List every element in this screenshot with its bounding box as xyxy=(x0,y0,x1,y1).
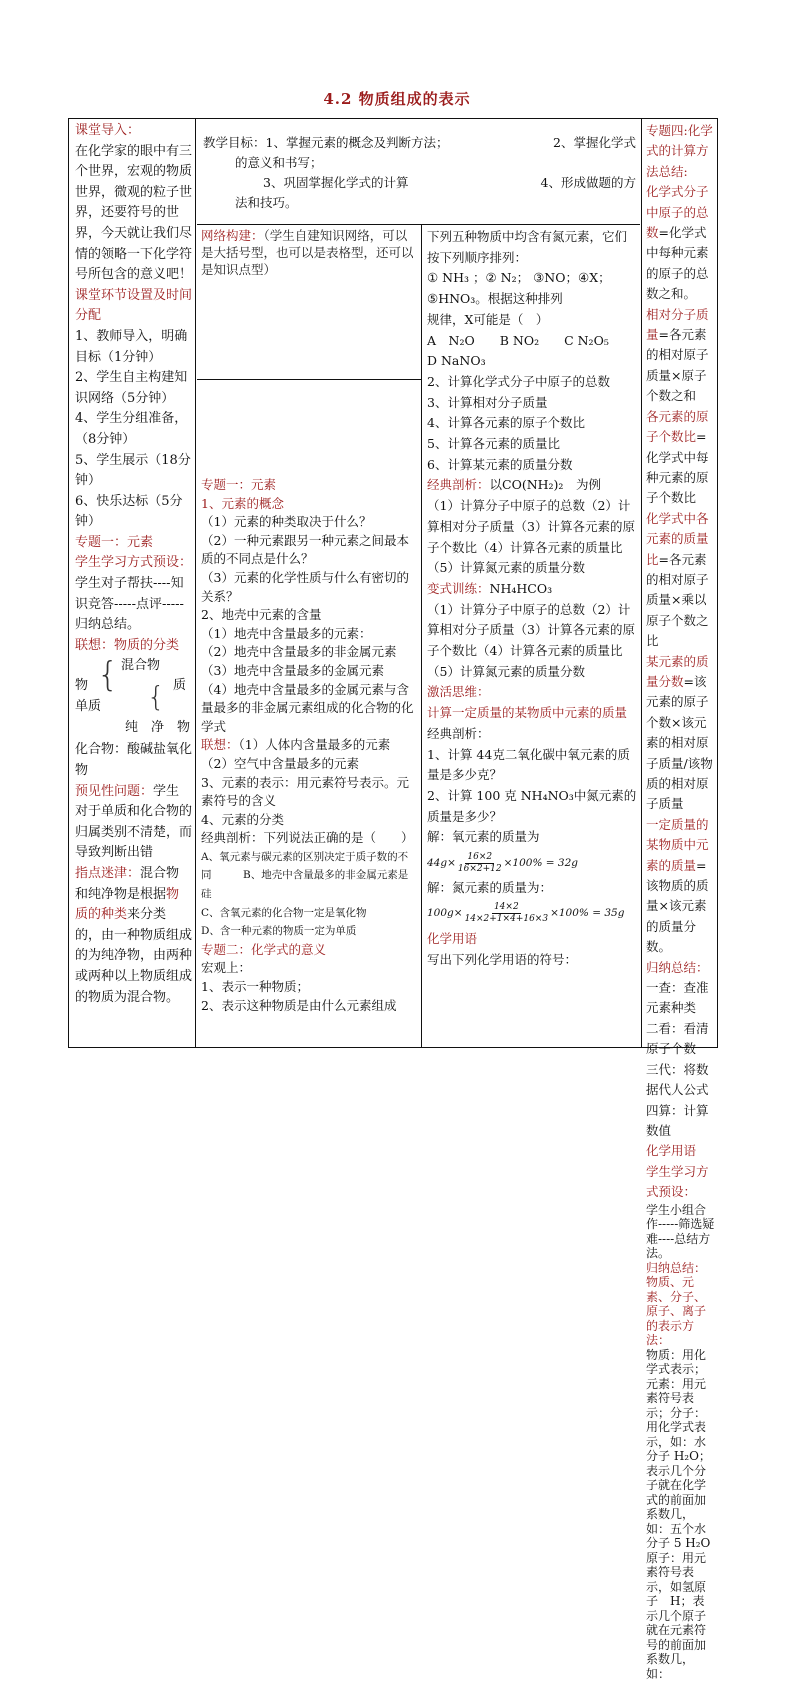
summary-line xyxy=(646,1162,715,1203)
summary-content xyxy=(646,121,715,1203)
calc-line xyxy=(427,724,637,745)
calc-line-text: 规律，X可能是（ ） xyxy=(427,311,549,327)
summary-line-text: 学生学习方式预设： xyxy=(646,1163,709,1200)
calc-line xyxy=(427,496,637,579)
summary-line-rest: =化学式中每种元素的原子个数比 xyxy=(646,429,709,506)
element-line xyxy=(201,532,418,569)
calc-line-text: 变式训练： xyxy=(427,580,490,596)
formula2-fraction xyxy=(465,902,549,925)
element-line-text: （3）元素的化学性质与什么有密切的关系？ xyxy=(201,569,409,604)
formula1-fraction xyxy=(458,852,502,875)
summary-line xyxy=(646,1101,715,1142)
summary-line-rest: =各元素的相对原子质量×乘以原子个数之比 xyxy=(646,551,709,649)
objective-1: 教学目标：1、掌握元素的概念及判断方法； xyxy=(203,135,449,150)
summary-line-rest: =该元素的原子个数×该元素的相对原子质量/该物质的相对原子质量 xyxy=(646,673,713,812)
element-line-text: （1）元素的种类取决于什么？ xyxy=(201,514,372,530)
calc-line-rest: 以CO(NH₂)₂ 为例 xyxy=(489,477,601,493)
calc-line xyxy=(427,579,637,600)
summary-line-b xyxy=(646,1275,715,1348)
objective-4-cont: 法和技巧。 xyxy=(235,195,298,210)
element-line xyxy=(201,476,418,495)
intro-line xyxy=(75,409,192,450)
element-line-text: 专题二：化学式的意义 xyxy=(201,941,327,957)
chem-line xyxy=(427,950,637,971)
calc-line-text: 6、计算某元素的质量分数 xyxy=(427,456,573,472)
element-line-text: C、含氧元素的化合物一定是氧化物 xyxy=(201,906,367,919)
calc-line xyxy=(427,434,637,455)
element-line xyxy=(201,941,418,960)
formula2-den: 14×2+1×4+16×3 xyxy=(464,914,549,925)
element-line xyxy=(201,625,418,644)
calc-line-text: 5、计算各元素的质量比 xyxy=(427,436,560,452)
calc-line-text: （1）计算分子中原子的总数（2）计算相对分子质量（3）计算各元素的原子个数比（4）计算各元素的质量比（5）计算氮元素的质量分数 xyxy=(427,498,635,576)
summary-line-rest: =各元素的相对原子质量×原子个数之和 xyxy=(646,327,709,404)
summary-line xyxy=(646,652,715,815)
intro-line-text: 课堂导入： xyxy=(75,123,141,138)
summary-line-rest: =化学式中每种元素的原子的总数之和。 xyxy=(646,225,709,302)
element-line-text: （2）一种元素跟另一种元素之间最本质的不同点是什么？ xyxy=(201,532,409,567)
element-line-text: 1、元素的概念 xyxy=(201,495,284,511)
column-calculation xyxy=(423,225,640,1047)
summary-line-b xyxy=(646,1203,715,1261)
element-line xyxy=(201,495,418,514)
classification-diagram xyxy=(75,656,192,740)
nitrogen-mass-formula xyxy=(427,899,637,929)
element-line xyxy=(201,904,418,923)
intro-text xyxy=(75,121,192,656)
intro-line xyxy=(75,327,192,368)
chem-line-text: 写出下列化学用语的符号： xyxy=(427,951,578,967)
calc-line xyxy=(427,331,637,372)
element-line xyxy=(201,513,418,532)
element-line-text: A、氧元素与碳元素的区别决定于质子数的不同 B、地壳中含量最多的非金属元素是硅 xyxy=(201,850,409,901)
calc-line xyxy=(427,455,637,476)
intro-line-text: 联想：物质的分类 xyxy=(75,637,180,653)
summary-line xyxy=(646,407,715,509)
lesson-table xyxy=(68,118,718,1681)
oxygen-mass-formula xyxy=(427,848,637,878)
calc-line-rest: NH₄HCO₃ xyxy=(489,580,553,596)
element-line-text: 专题一：元素 xyxy=(201,477,277,492)
simple-substance-label: 单质 xyxy=(75,699,102,715)
formula1-num: 16×2 xyxy=(467,851,493,862)
formula1-pre: 44g× xyxy=(427,856,456,869)
calc-line-text: 激活思维： xyxy=(427,684,490,700)
summary-line-text: 专题四:化学式的计算方法总结: xyxy=(646,123,713,179)
element-line-text: 3、元素的表示：用元素符号表示。元素符号的含义 xyxy=(201,774,409,809)
calc-line xyxy=(427,682,637,703)
calc-line-text: 2、计算化学式分子中原子的总数 xyxy=(427,373,610,389)
intro-line xyxy=(75,636,192,657)
calc-line xyxy=(427,745,637,786)
intro-line-text: 6、快乐达标（5分钟） xyxy=(75,493,183,530)
intro-line-text: 在化学家的眼中有三个世界，宏观的物质世界，微观的粒子世界，还要符号的世界，今天就让我们尽情的领略一下化学符号所包含的意义吧！ xyxy=(75,143,193,283)
calc-line-text: 2、计算 100 克 NH₄NO₃中氮元素的质量是多少？ xyxy=(427,787,637,824)
summary-line-text: 化学式中各元素的质量比 xyxy=(646,510,709,567)
column-summary xyxy=(641,119,717,1681)
intro-line-b-text: 指点迷津： xyxy=(75,866,141,881)
intro-line xyxy=(75,533,192,554)
element-line-text: （3）地壳中含量最多的金属元素 xyxy=(201,662,384,678)
intro-line-b xyxy=(75,740,192,781)
calc-line xyxy=(427,703,637,724)
intro-line-text: 1、教师导入，明确目标（1分钟） xyxy=(75,328,188,365)
elements-content xyxy=(197,380,421,1015)
element-line-text: （2）空气中含量最多的元素 xyxy=(201,755,359,771)
calc-line-text: 4、计算各元素的原子个数比 xyxy=(427,415,585,431)
summary-line-text: 二看：看清原子个数 xyxy=(646,1020,709,1057)
teaching-objectives xyxy=(197,119,640,225)
element-line xyxy=(201,736,418,755)
network-text: （学生自建知识网络，可以是大括号型，也可以是表格型，还可以是知识点型） xyxy=(201,228,414,277)
element-line-text: （2）地壳中含量最多的非金属元素 xyxy=(201,644,397,660)
objective-2: 2、掌握化学式 xyxy=(553,135,636,150)
column-intro xyxy=(69,119,196,1047)
calc-line-text: 3、计算相对分子质量 xyxy=(427,394,548,410)
intro-line-b-text: 化合物：酸碱盐氧化物 xyxy=(75,742,193,779)
summary-line-b xyxy=(646,1348,715,1681)
objective-4: 4、形成做题的方 xyxy=(540,175,636,190)
intro-line-text: 5、学生展示（18分钟） xyxy=(75,452,191,489)
summary-line-b-text: 物质、元素、分子、原子、离子的表示方法： xyxy=(646,1275,707,1348)
calc-line-text: A N₂O B NO₂ C N₂O₅ D NaNO₃ xyxy=(427,332,634,369)
summary-line xyxy=(646,1060,715,1101)
intro-line-text: 课堂环节设置及时间分配 xyxy=(75,287,193,324)
element-line-text: 1、表示一种物质； xyxy=(201,979,309,995)
intro-line-b-text: 预见性问题： xyxy=(75,783,154,799)
summary-line-text: 四算：计算数值 xyxy=(646,1102,709,1138)
intro-line xyxy=(75,492,192,533)
mixture-label: 混合物 xyxy=(121,658,161,674)
calc-line xyxy=(427,475,637,496)
solution-2-label: 解：氮元素的质量为： xyxy=(427,880,553,896)
intro-line-text: 2、学生自主构建知识网络（5分钟） xyxy=(75,370,188,406)
element-line xyxy=(201,829,418,848)
element-line-text: 2、表示这种物质是由什么元素组成 xyxy=(201,997,397,1013)
summary-line xyxy=(646,182,715,304)
element-line-text: 4、元素的分类 xyxy=(201,811,284,827)
formula2-post: ×100% = 35g xyxy=(550,907,625,920)
calc-line xyxy=(427,600,637,683)
element-line xyxy=(201,662,418,681)
intro-line xyxy=(75,574,192,636)
element-line xyxy=(201,681,418,737)
calc-line xyxy=(427,227,637,268)
summary-line xyxy=(646,305,715,407)
objective-2-cont: 的意义和书写； xyxy=(235,155,323,170)
element-line-text: 联想： xyxy=(201,737,239,753)
calc-line xyxy=(427,268,637,309)
calc-line-text: 解：氧元素的质量为 xyxy=(427,829,540,845)
calc-line xyxy=(427,393,637,414)
summary-line-text: 某元素的质量分数 xyxy=(646,653,709,689)
intro-line-text: 4、学生分组准备，（8分钟） xyxy=(75,411,188,447)
summary-line-text: 三代：将数据代人公式 xyxy=(646,1061,709,1098)
chem-language-content xyxy=(427,929,637,970)
summary-line-text: 化学用语 xyxy=(646,1143,697,1159)
summary-line-text: 各元素的原子个数比 xyxy=(646,408,709,445)
summary-line-b-text: 学生小组合作-----筛选疑难----总结方法。 xyxy=(646,1202,715,1261)
element-line xyxy=(201,643,418,662)
element-line xyxy=(201,755,418,774)
element-line xyxy=(201,997,418,1016)
calculation-content xyxy=(427,227,637,848)
element-line xyxy=(201,978,418,997)
calc-line-text: （1）计算分子中原子的总数（2）计算相对分子质量（3）计算各元素的原子个数比（4）计算各元素的质量比（5）计算氮元素的质量分数 xyxy=(427,601,635,679)
summary-line-text: 归纳总结： xyxy=(646,959,709,975)
column-elements xyxy=(197,225,422,1047)
element-line xyxy=(201,811,418,830)
summary-line-text: 一查：查准元素种类 xyxy=(646,980,709,1016)
calc-line xyxy=(427,372,637,393)
element-line-text: 宏观上： xyxy=(201,960,252,976)
intro-line-b xyxy=(75,782,192,864)
calc-line-text: 经典剖析： xyxy=(427,477,490,493)
intro-line xyxy=(75,121,192,142)
summary-line-text: 化学式分子中原子的总数 xyxy=(646,184,709,241)
element-line xyxy=(201,569,418,606)
element-line-text: D、含一种元素的物质一定为单质 xyxy=(201,925,357,938)
calc-line xyxy=(427,786,637,827)
formula1-den: 16×2+12 xyxy=(457,863,502,874)
chem-line xyxy=(427,929,637,950)
chem-line-text: 化学用语 xyxy=(427,930,478,946)
calc-line-text: 1、计算 44克二氧化碳中氧元素的质量是多少克？ xyxy=(427,746,630,783)
summary-line xyxy=(646,1141,715,1161)
summary-line-text: 一定质量的某物质中元素的质量 xyxy=(646,816,709,873)
intro-line xyxy=(75,142,192,286)
summary-line-b-text: 归纳总结： xyxy=(646,1260,707,1275)
summary-line xyxy=(646,1019,715,1060)
intro-line-text: 学生对子帮扶----知识竞答-----点评-----归纳总结。 xyxy=(75,576,184,633)
intro-text-b xyxy=(75,740,192,1008)
intro-line-b-rest: 学生对于单质和化合物的归属类别不清楚，而导致判断出错 xyxy=(75,783,193,861)
calc-line xyxy=(427,827,637,848)
summary-content-b xyxy=(646,1203,715,1681)
intro-line xyxy=(75,553,192,574)
intro-line-text: 专题一：元素 xyxy=(75,534,154,550)
element-line-text: 2、地壳中元素的含量 xyxy=(201,607,322,623)
intro-line-b-rest3: 来分类的，由一种物质组成的为纯净物，由两种或两种以上物质组成的物质为混合物。 xyxy=(75,907,193,1005)
element-line xyxy=(201,606,418,625)
formula1-post: ×100% = 32g xyxy=(503,856,578,869)
brace-left: { xyxy=(97,655,119,696)
summary-line-b xyxy=(646,1261,715,1276)
matter-label: 物 xyxy=(75,678,89,694)
element-line-text: （1）地壳中含量最多的元素： xyxy=(201,625,372,641)
element-line-rest: （1）人体内含量最多的元素 xyxy=(238,737,391,753)
intro-line-b-rest: 混合物和纯净物是根据 xyxy=(75,866,180,902)
element-line xyxy=(201,774,418,811)
calc-line-text: 计算一定质量的某物质中元素的质量 xyxy=(427,705,628,721)
formula2-num: 14×2 xyxy=(493,902,519,913)
intro-line xyxy=(75,451,192,492)
intro-line-b xyxy=(75,864,192,1008)
element-line xyxy=(201,959,418,978)
formula2-pre: 100g× xyxy=(427,907,463,920)
calc-line-text: ① NH₃ ；② N₂； ③NO；④X；⑤HNO₃。根据这种排列 xyxy=(427,270,611,307)
intro-line-text: 学生学习方式预设： xyxy=(75,555,193,571)
intro-line xyxy=(75,368,192,409)
calc-line xyxy=(427,310,637,331)
summary-line xyxy=(646,958,715,978)
calc-line-text: 经典剖析： xyxy=(427,725,490,741)
calc-line-text: 下列五种物质中均含有氮元素，它们按下列顺序排列： xyxy=(427,229,628,265)
summary-line xyxy=(646,509,715,652)
objective-3: 3、巩固掌握化学式的计算 xyxy=(263,175,409,190)
brace-inner: { xyxy=(147,680,165,714)
summary-line xyxy=(646,815,715,958)
summary-line xyxy=(646,978,715,1019)
element-line xyxy=(201,848,418,904)
element-label: 质 xyxy=(173,678,187,694)
summary-line xyxy=(646,121,715,182)
summary-line-text: 相对分子质量 xyxy=(646,306,709,343)
network-label: 网络构建： xyxy=(201,228,264,243)
network-building xyxy=(197,225,421,380)
intro-line xyxy=(75,286,192,327)
summary-line-b-text: 物质：用化学式表示；元素：用元素符号表示；分子：用化学式表示，如：水分子 H₂O；表示几个分子就在化学式的前面加系数几，如：五个水分子 5 H₂O 原子：用元素符号表示，如氢原子 H；表示几个原子就在元素符号的前面加系数几，如： xyxy=(646,1347,711,1681)
element-line-text: 经典剖析：下列说法正确的是（ ） xyxy=(201,830,414,846)
page-title: 4.2 物质组成的表示 xyxy=(323,90,471,108)
element-line-text: （4）地壳中含量最多的金属元素与含量最多的非金属元素组成的化合物的化学式 xyxy=(201,681,414,734)
summary-line-rest: =该物质的质量×该元素的质量分数。 xyxy=(646,857,709,955)
calc-line xyxy=(427,413,637,434)
element-line xyxy=(201,922,418,941)
intro-line-b-rest2: 物质的种类 xyxy=(75,886,180,923)
pure-substance-label: 纯 净 物 xyxy=(125,720,191,736)
